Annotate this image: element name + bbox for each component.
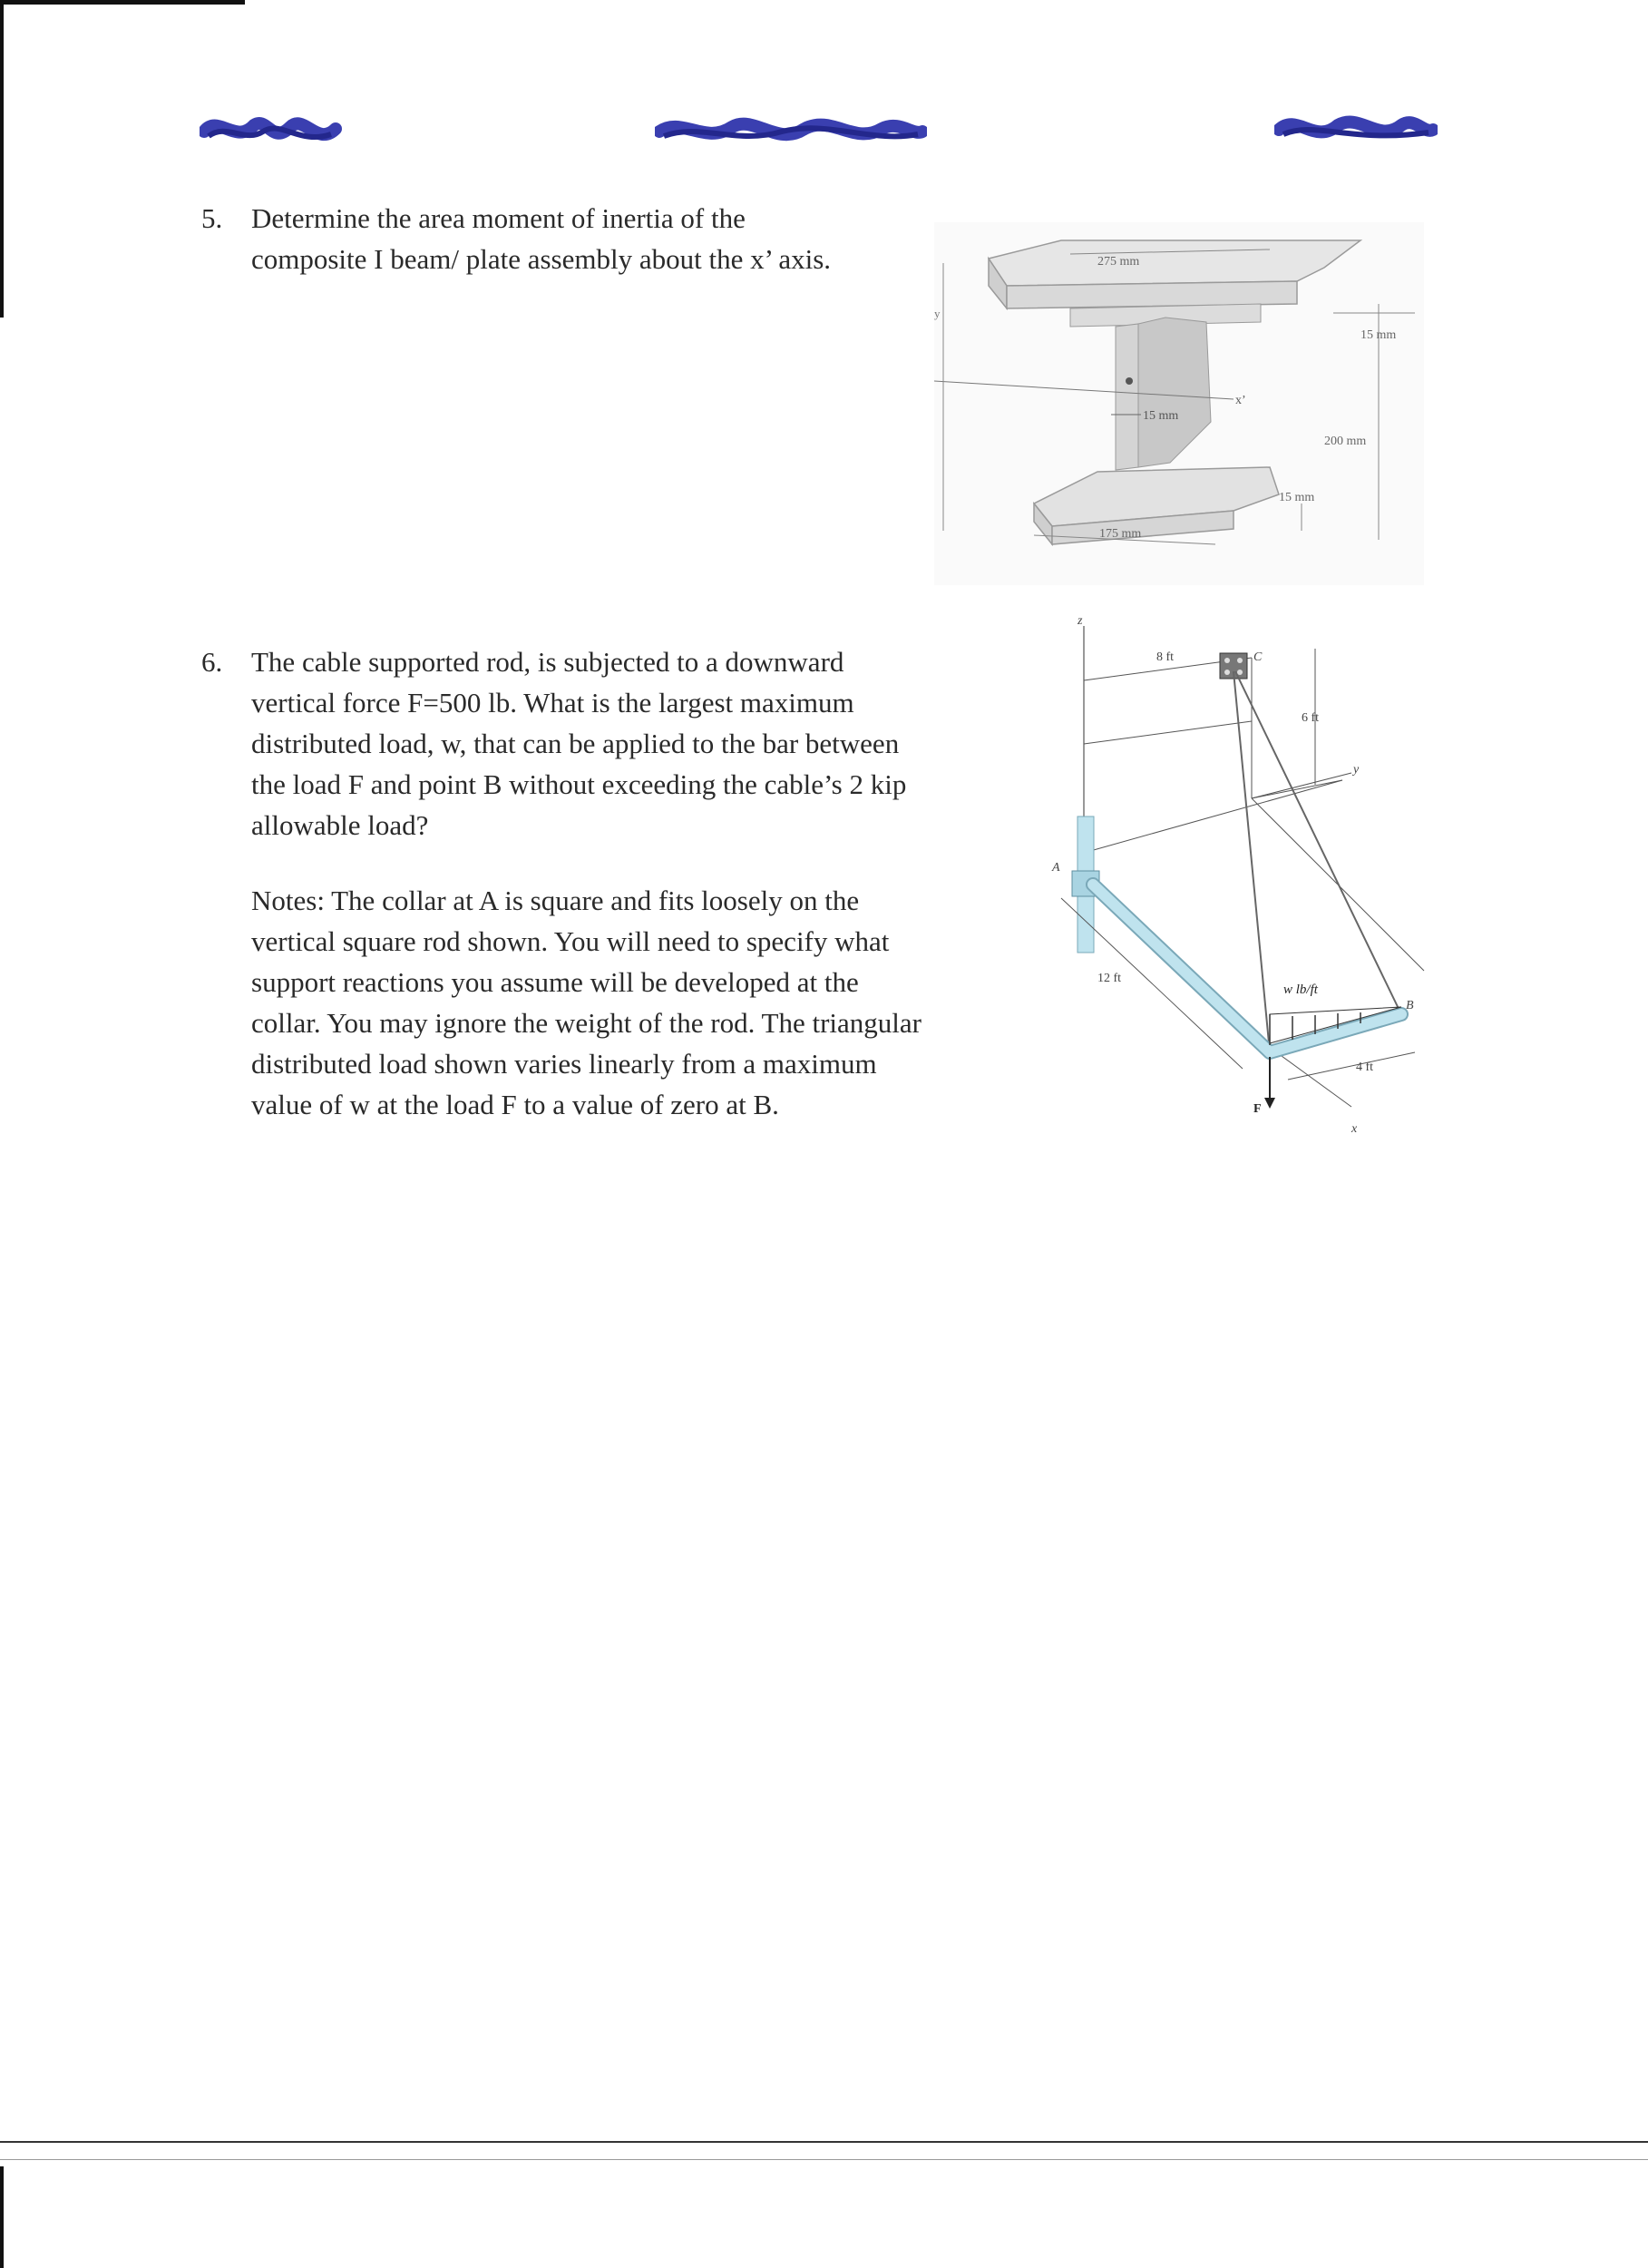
point-a-label: A: [1052, 861, 1060, 875]
problem-6-notes-text: [251, 880, 922, 1125]
dim-6ft: 6 ft: [1302, 711, 1320, 725]
dim-web-thickness: 15 mm: [1143, 409, 1179, 423]
point-b-label: B: [1406, 999, 1414, 1012]
z-axis-label: z: [1078, 614, 1083, 628]
redacted-name-scribble: [200, 109, 345, 154]
notes-line: Notes: The collar at A is square and fits loosely on the: [251, 885, 860, 916]
dim-bottom-thickness: 15 mm: [1279, 491, 1315, 504]
cable-rod-figure: [1043, 608, 1442, 1143]
scan-edge-bottom-secondary: [0, 2159, 1648, 2160]
problem-6-text: [251, 641, 906, 846]
dim-4ft: 4 ft: [1356, 1061, 1374, 1074]
scan-edge-top: [0, 0, 245, 5]
dim-12ft: 12 ft: [1097, 972, 1122, 985]
scan-edge-bottom: [0, 2141, 1648, 2143]
dim-top-thickness: 15 mm: [1360, 328, 1397, 342]
problem-5-line: composite I beam/ plate assembly about the x’ axis.: [251, 243, 832, 275]
problem-6-line: distributed load, w, that can be applied to the bar between: [251, 728, 900, 759]
dim-height: 200 mm: [1324, 435, 1367, 448]
force-f-label: F: [1253, 1102, 1262, 1116]
x-prime-axis-label: x’: [1235, 394, 1246, 407]
problem-6-line: allowable load?: [251, 809, 429, 841]
y-axis-label: y: [934, 307, 941, 320]
notes-line: distributed load shown varies linearly from a maximum: [251, 1048, 877, 1080]
problem-5-line: Determine the area moment of inertia of the: [251, 202, 746, 234]
distributed-load-label: w lb/ft: [1283, 982, 1318, 997]
x-axis-label: x: [1351, 1122, 1358, 1136]
scan-edge-bottom-left: [0, 2166, 4, 2268]
dim-top-width: 275 mm: [1097, 255, 1140, 269]
scan-edge-left: [0, 0, 4, 318]
problem-6-number: 6.: [201, 646, 223, 678]
notes-line: collar. You may ignore the weight of the rod. The triangular: [251, 1007, 922, 1039]
i-beam-figure: [934, 222, 1424, 585]
problem-5-number: 5.: [201, 202, 223, 234]
dim-bottom-width: 175 mm: [1099, 527, 1142, 541]
notes-line: vertical square rod shown. You will need to specify what: [251, 925, 890, 957]
y-axis-label: y: [1353, 763, 1360, 777]
problem-5-text: [251, 198, 831, 279]
notes-line: value of w at the load F to a value of zero at B.: [251, 1089, 779, 1120]
dim-8ft: 8 ft: [1156, 650, 1175, 664]
problem-6-line: The cable supported rod, is subjected to a downward: [251, 646, 844, 678]
problem-6-line: vertical force F=500 lb. What is the largest maximum: [251, 687, 854, 719]
redacted-date-scribble: [1274, 107, 1438, 152]
point-c-label: C: [1253, 650, 1263, 664]
notes-line: support reactions you assume will be developed at the: [251, 966, 859, 998]
problem-6-line: the load F and point B without exceeding the cable’s 2 kip: [251, 768, 907, 800]
redacted-course-scribble: [655, 109, 927, 154]
